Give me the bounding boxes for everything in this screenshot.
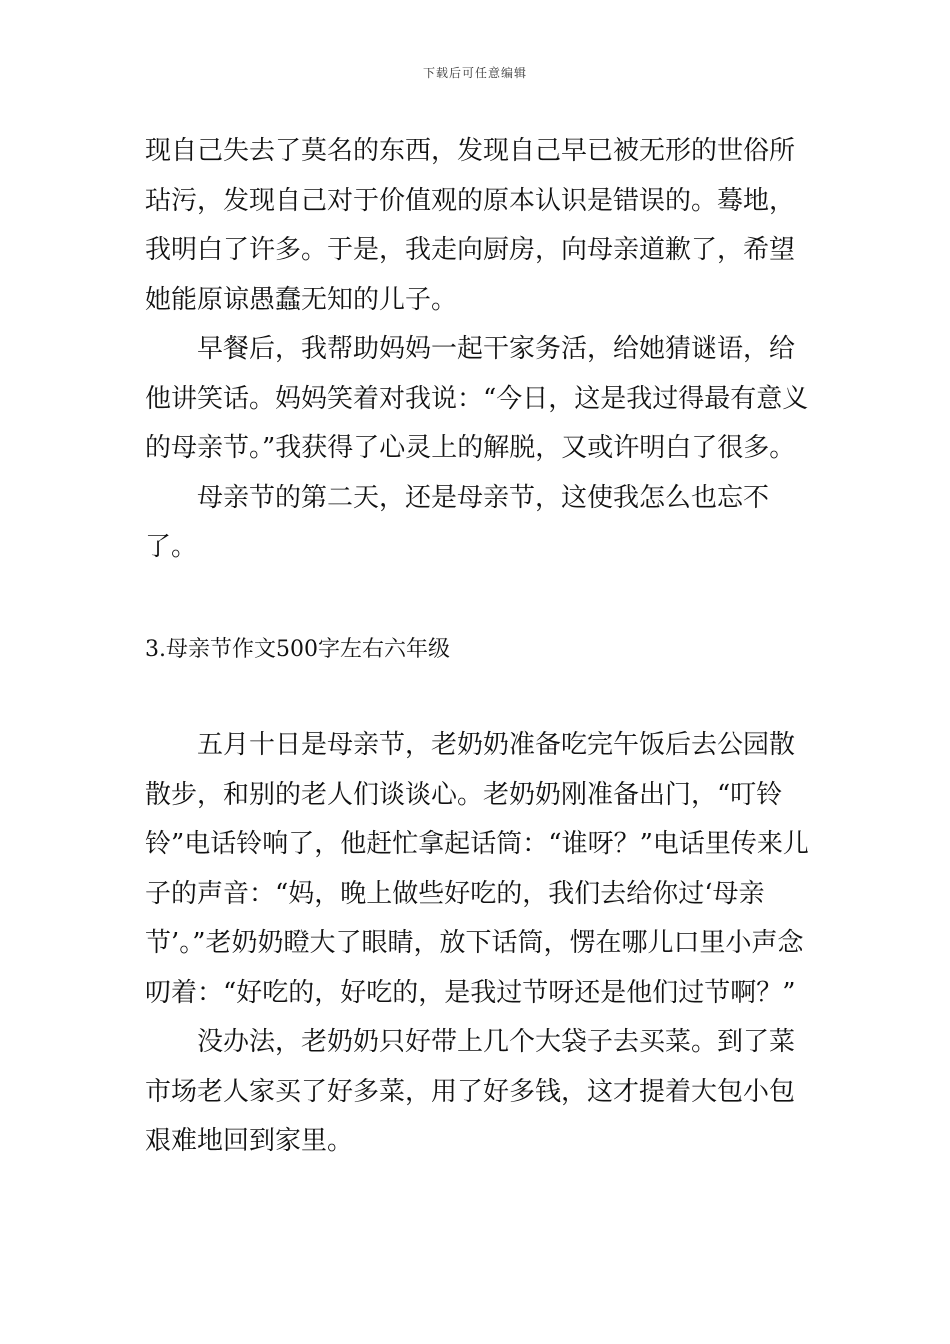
- paragraph: 早餐后，我帮助妈妈一起干家务活，给她猜谜语，给他讲笑话。妈妈笑着对我说：“今日，这是我过得最有意义的母亲节。”我获得了心灵上的解脱，又或许明白了很多。: [145, 334, 809, 463]
- section-heading: 3.母亲节作文500字左右六年级: [145, 637, 450, 662]
- paragraph: 五月十日是母亲节，老奶奶准备吃完午饭后去公园散散步，和别的老人们谈谈心。老奶奶刚准备出门，“叮铃铃”电话铃响了，他赶忙拿起话筒：“谁呀？”电话里传来儿子的声音：“妈，晚上做些好吃的，我们去给你过‘母亲节’。”老奶奶瞪大了眼睛，放下话筒，愣在哪儿口里小声念叨着：“好吃的，好吃的，是我过节呀还是他们过节啊？”: [145, 730, 809, 1008]
- essay-section-2: [145, 721, 810, 1167]
- page-header: 下载后可任意编辑: [422, 66, 527, 80]
- paragraph: 现自己失去了莫名的东西，发现自己早已被无形的世俗所玷污，发现自己对于价值观的原本认识是错误的。蓦地，我明白了许多。于是，我走向厨房，向母亲道歉了，希望她能原谅愚蠢无知的儿子。: [145, 136, 796, 315]
- paragraph: 没办法，老奶奶只好带上几个大袋子去买菜。到了菜市场老人家买了好多菜，用了好多钱，这才提着大包小包艰难地回到家里。: [145, 1027, 796, 1156]
- paragraph: 母亲节的第二天，还是母亲节，这使我怎么也忘不了。: [145, 482, 770, 562]
- essay-section-1: [145, 127, 810, 573]
